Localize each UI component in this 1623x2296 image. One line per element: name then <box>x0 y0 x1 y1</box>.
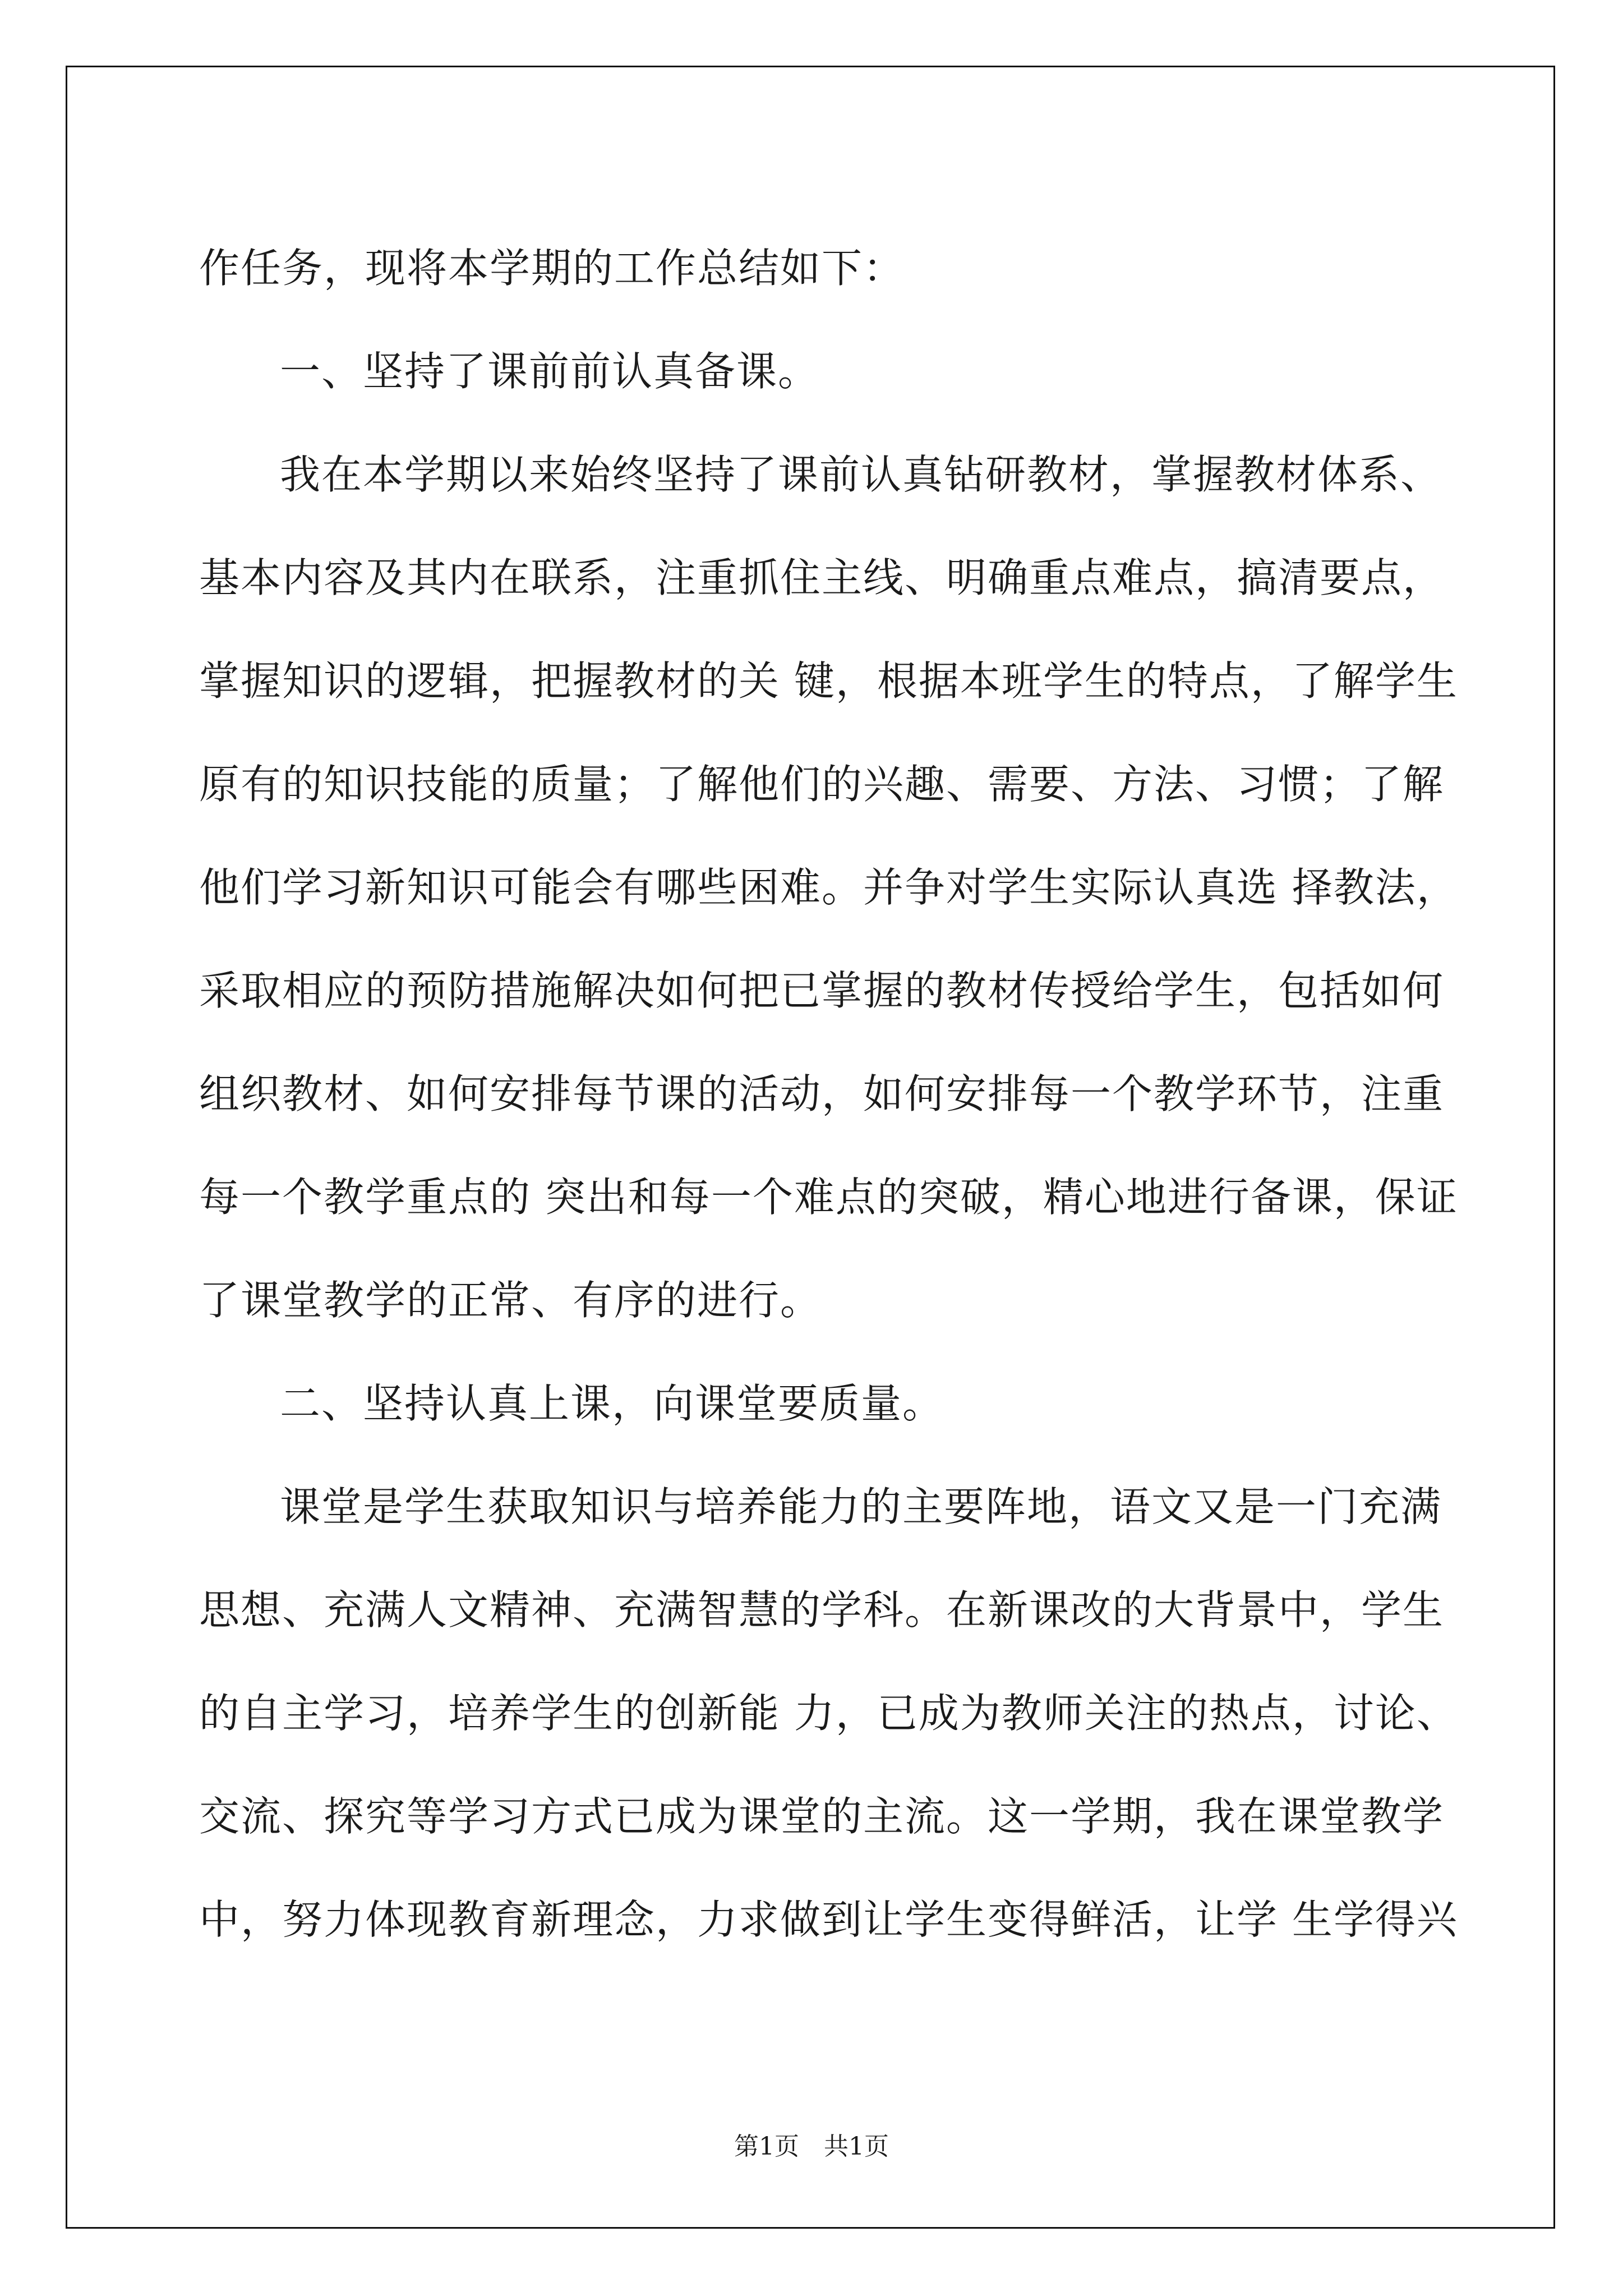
text-line: 了课堂教学的正常、有序的进行。 <box>199 1277 822 1324</box>
text-line: 基本内容及其内在联系，注重抓住主线、明确重点难点，搞清要点， <box>199 554 1445 601</box>
text-line: 他们学习新知识可能会有哪些困难。并争对学生实际认真选 择教法， <box>199 864 1458 911</box>
text-line: 的自主学习，培养学生的创新能 力，已成为教师关注的热点，讨论、 <box>199 1690 1458 1737</box>
text-line: 原有的知识技能的质量；了解他们的兴趣、需要、方法、习惯；了解 <box>199 761 1445 808</box>
text-line: 交流、探究等学习方式已成为课堂的主流。这一学期，我在课堂教学 <box>199 1793 1445 1840</box>
text-line: 每一个教学重点的 突出和每一个难点的突破，精心地进行备课，保证 <box>199 1174 1458 1221</box>
text-line: 我在本学期以来始终坚持了课前认真钻研教材，掌握教材体系、 <box>280 451 1442 498</box>
text-line: 采取相应的预防措施解决如何把已掌握的教材传授给学生，包括如何 <box>199 967 1445 1014</box>
text-line: 中，努力体现教育新理念，力求做到让学生变得鲜活，让学 生学得兴 <box>199 1896 1458 1943</box>
document-body <box>199 217 1458 1971</box>
text-line: 思想、充满人文精神、充满智慧的学科。在新课改的大背景中，学生 <box>199 1586 1445 1634</box>
page-number-footer: 第1页 共1页 <box>734 2132 889 2161</box>
text-line: 掌握知识的逻辑，把握教材的关 键，根据本班学生的特点，了解学生 <box>199 657 1458 705</box>
text-line: 作任务，现将本学期的工作总结如下： <box>199 245 905 292</box>
section-heading: 二、坚持认真上课，向课堂要质量。 <box>280 1380 944 1427</box>
section-heading: 一、坚持了课前前认真备课。 <box>280 348 820 395</box>
text-line: 课堂是学生获取知识与培养能力的主要阵地，语文又是一门充满 <box>280 1483 1442 1530</box>
text-line: 组织教材、如何安排每节课的活动，如何安排每一个教学环节，注重 <box>199 1070 1445 1117</box>
